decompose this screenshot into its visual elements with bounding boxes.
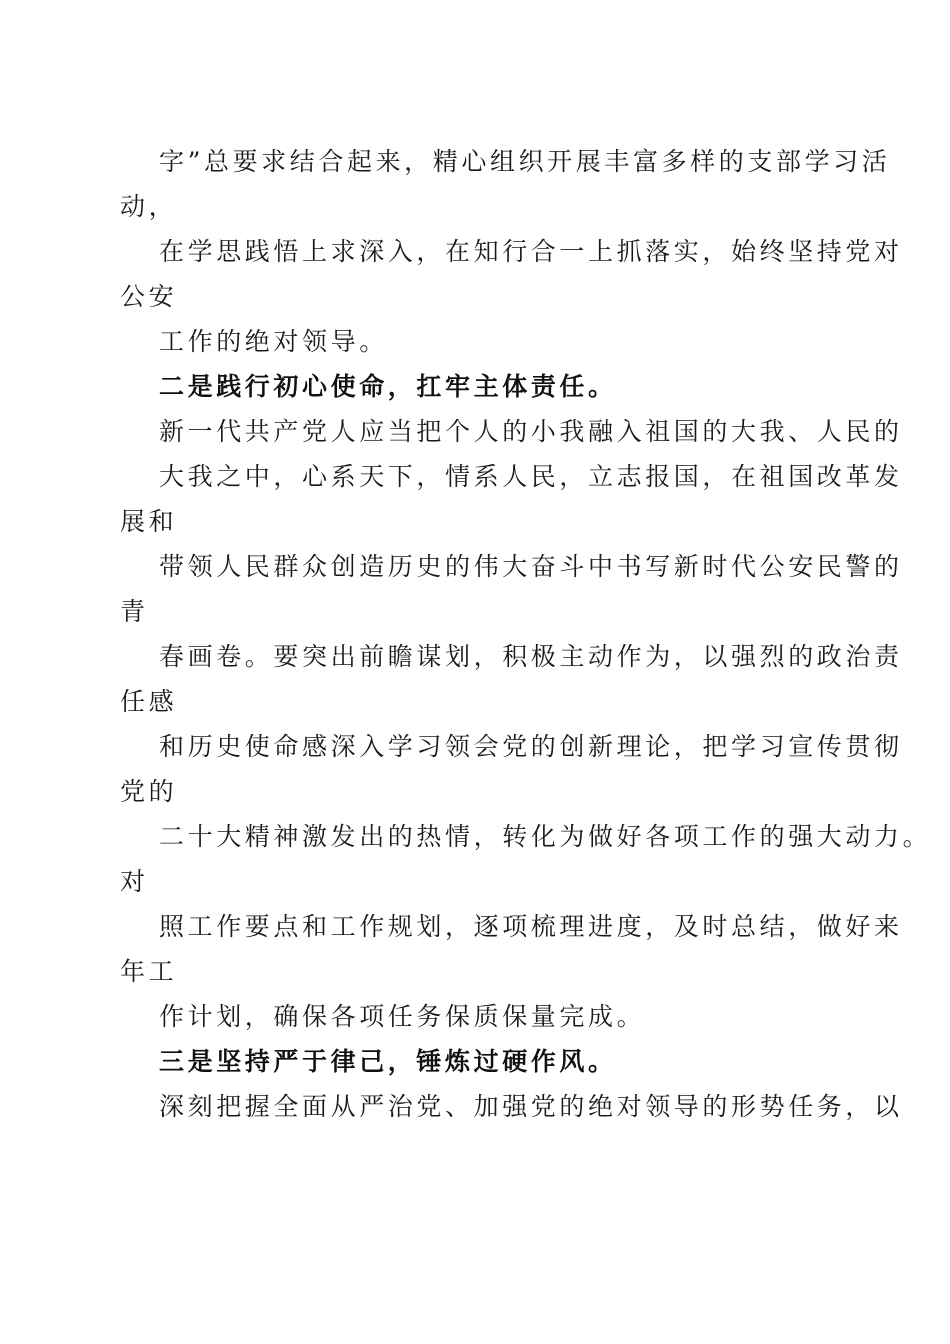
text-line: 深刻把握全面从严治党、加强党的绝对领导的形势任务，以 [159, 1092, 903, 1121]
text-line: 和历史使命感深入学习领会党的创新理论，把学习宣传贯彻 [159, 732, 903, 761]
text-line: 工作的绝对领导。 [159, 327, 388, 356]
text-line: 照工作要点和工作规划，逐项梳理进度，及时总结，做好来 [159, 912, 903, 941]
section-heading: 二是践行初心使命，扛牢主体责任。 [159, 372, 617, 401]
text-line: 公安 [120, 282, 178, 311]
text-line: 带领人民群众创造历史的伟大奋斗中书写新时代公安民警的 [159, 552, 903, 581]
text-line: 春画卷。要突出前瞻谋划，积极主动作为，以强烈的政治责 [159, 642, 903, 671]
text-line: 任感 [120, 687, 178, 716]
text-line: 党的 [120, 777, 178, 806]
text-line: 大我之中，心系天下，情系人民，立志报国，在祖国改革发 [159, 462, 903, 491]
text-line: 动， [120, 192, 178, 221]
text-line: 新一代共产党人应当把个人的小我融入祖国的大我、人民的 [159, 417, 903, 446]
text-line: 在学思践悟上求深入，在知行合一上抓落实，始终坚持党对 [159, 237, 903, 266]
text-line: 字”总要求结合起来，精心组织开展丰富多样的支部学习活 [159, 147, 891, 176]
text-line: 年工 [120, 957, 178, 986]
text-line: 对 [120, 867, 149, 896]
section-heading: 三是坚持严于律己，锤炼过硬作风。 [159, 1047, 617, 1076]
text-line: 二十大精神激发出的热情，转化为做好各项工作的强大动力。 [159, 822, 932, 851]
text-line: 展和 [120, 507, 178, 536]
text-line: 青 [120, 597, 149, 626]
text-line: 作计划，确保各项任务保质保量完成。 [159, 1002, 646, 1031]
